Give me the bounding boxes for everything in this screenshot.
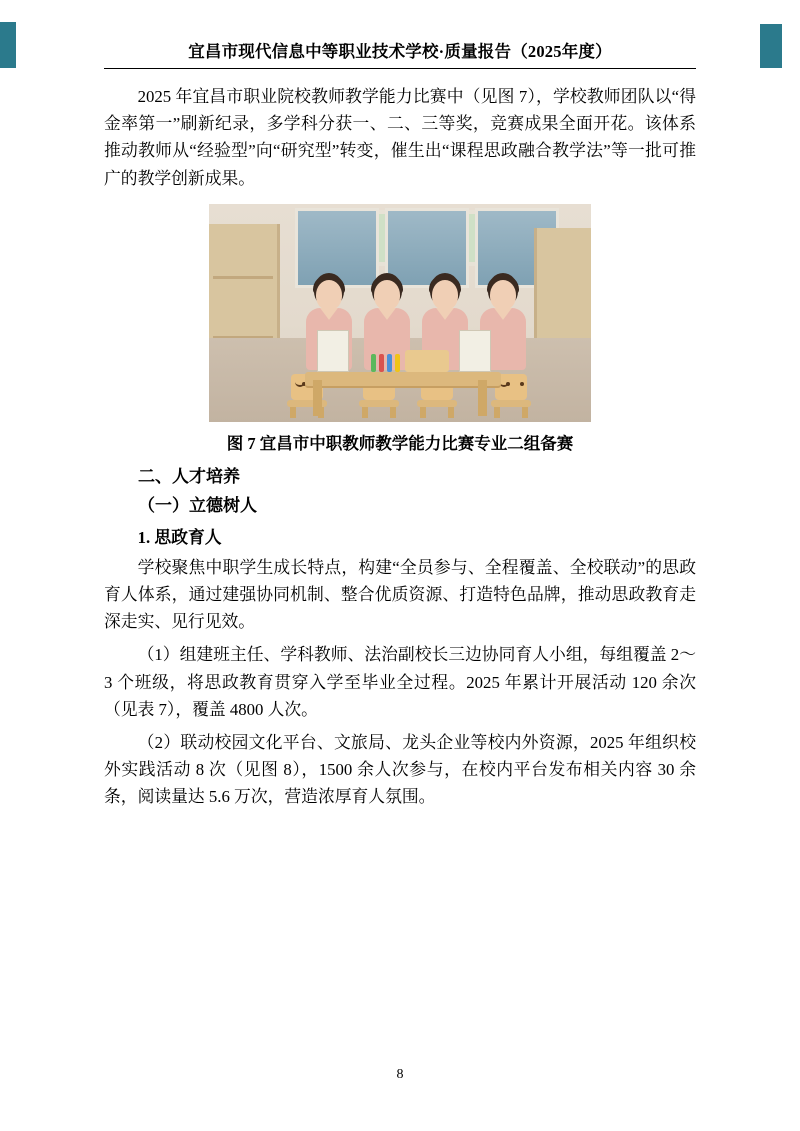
paragraph-section-body: 学校聚焦中职学生成长特点，构建“全员参与、全程覆盖、全校联动”的思政育人体系，通过建强协同机制、整合优质资源、打造特色品牌，推动思政教育走深走实、见行见效。 xyxy=(104,557,696,632)
paragraph-intro: 2025 年宜昌市职业院校教师教学能力比赛中（见图 7），学校教师团队以“得金率第一”刷新纪录，多学科分获一、二、三等奖，竞赛成果全面开花。该体系推动教师从“经验型”向“研究型”转变，催生出“课程思政融合教学法”等一批可推广的教学创新成果。 xyxy=(104,87,696,188)
heading-level-4: 1. 思政育人 xyxy=(137,527,222,547)
toy-block xyxy=(387,354,392,372)
toy-block xyxy=(395,354,400,372)
page-content xyxy=(104,0,696,1131)
decorative-bar-left xyxy=(0,22,16,68)
figure-caption: 图 7 宜昌市中职教师教学能力比赛专业二组备赛 xyxy=(226,433,574,453)
window-icon xyxy=(385,208,469,288)
teaching-material xyxy=(317,330,349,372)
toy-block xyxy=(379,354,384,372)
paragraph-item-2: （2）联动校园文化平台、文旅局、龙头企业等校内外资源，2025 年组织校外实践活动 8 次（见图 8），1500 余人次参与，在校内平台发布相关内容 30 余条，阅读量达 5.6 万次，营造浓厚育人氛围。 xyxy=(104,733,696,807)
wooden-table xyxy=(305,372,501,386)
header-divider xyxy=(104,68,696,69)
heading-level-3: （一）立德树人 xyxy=(138,495,257,515)
figure-image xyxy=(209,204,591,422)
abacus-prop xyxy=(405,350,449,372)
page-number: 8 xyxy=(396,1067,404,1082)
table-leg xyxy=(313,380,322,416)
decorative-bar-right xyxy=(760,24,782,68)
paragraph-item-1: （1）组建班主任、学科教师、法治副校长三边协同育人小组，每组覆盖 2～3 个班级，将思政教育贯穿入学至毕业全过程。2025 年累计开展活动 120 余次（见表 7），覆盖 4800 人次。 xyxy=(104,645,696,719)
heading-level-2: 二、人才培养 xyxy=(138,466,240,486)
table-leg xyxy=(478,380,487,416)
page-header: 宜昌市现代信息中等职业技术学校·质量报告（2025年度） xyxy=(188,42,612,61)
teaching-material xyxy=(459,330,491,372)
toy-block xyxy=(371,354,376,372)
